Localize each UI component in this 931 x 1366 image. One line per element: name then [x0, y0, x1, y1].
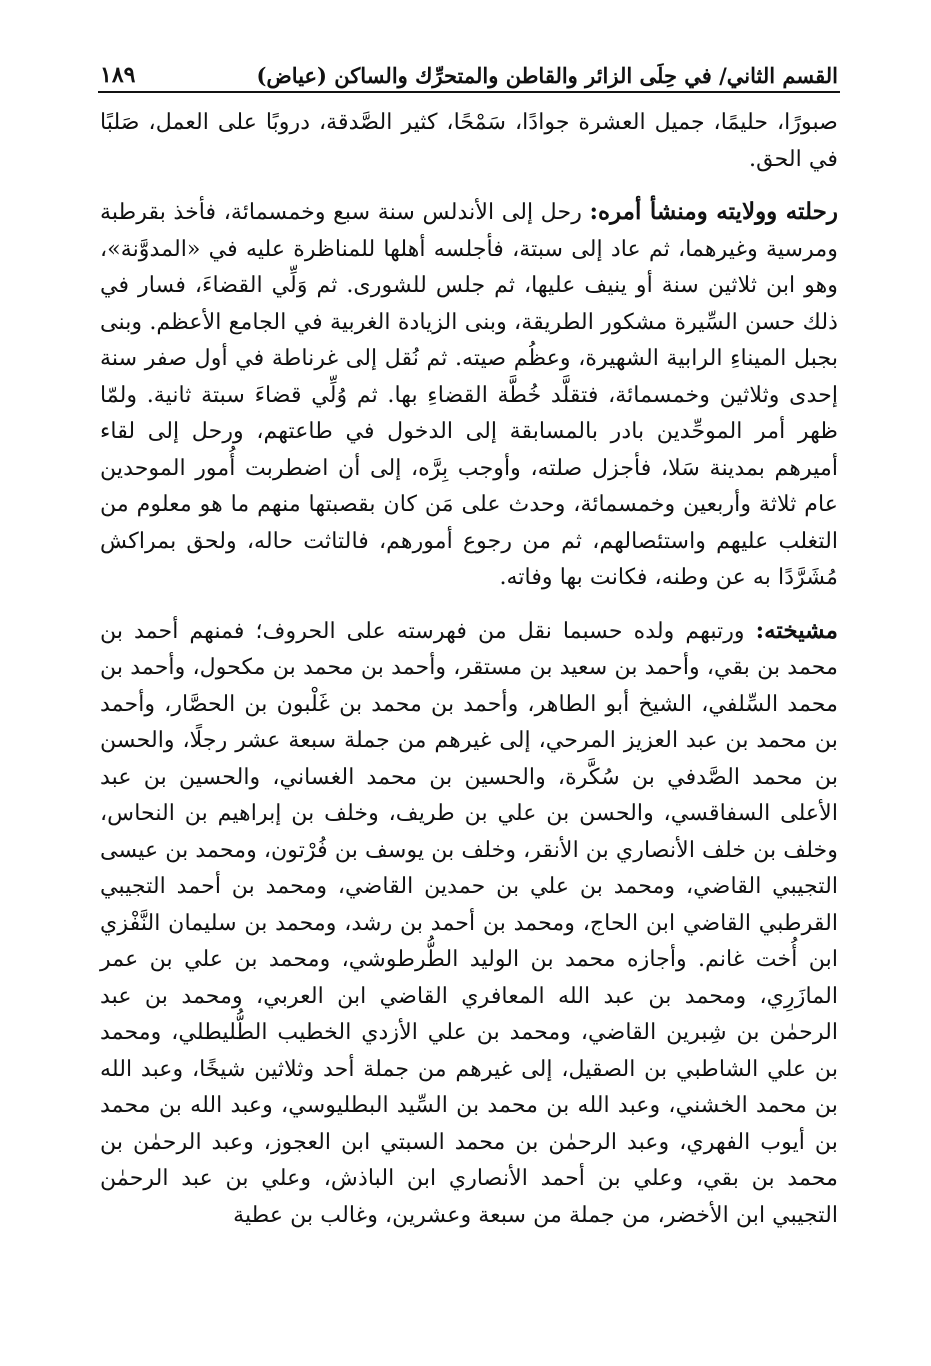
- paragraph-travels-text: رحل إلى الأندلس سنة سبع وخمسمائة، فأخذ بقرطبة ومرسية وغيرهما، ثم عاد إلى سبتة، فأجلسه أهلها للمناظرة عليه في «المدوَّنة»، وهو ابن ثلاثين سنة أو ينيف عليها، ثم جلس للشورى. ثم وَلِّي القضاءَ، فسار في ذلك حسن السِّيرة مشكور الطريقة، وبنى الزيادة الغربية في الجامع الأعظم. وبنى بجبل الميناءِ الرابية الشهيرة، وعظُم صيته. ثم نُقل إلى غرناطة في أول صفر سنة إحدى وثلاثين وخمسمائة، فتقلَّد خُطَّة القضاءِ بها. ثم وُلِّي قضاءَ سبتة ثانية. ولمّا ظهر أمر الموحِّدين بادر بالمسابقة إلى الدخول في طاعتهم، ورحل إلى لقاء أميرهم بمدينة سَلا، فأجزل صلته، وأوجب بِرَّه، إلى أن اضطربت أُمور الموحدين عام ثلاثة وأربعين وخمسمائة، وحدث على مَن كان بقصبتها منهم ما هو معلوم من التغلب عليهم واستئصالهم، ثم من رجوع أمورهم، فالتاثت حاله، ولحق بمراكش مُشَرَّدًا به عن وطنه، فكانت بها وفاته.: [100, 199, 838, 590]
- paragraph-character: صبورًا، حليمًا، جميل العشرة جوادًا، سَمْحًا، كثير الصَّدقة، دروبًا على العمل، صَلبًا في الحق.: [100, 109, 838, 172]
- paragraph-teachers-text: ورتبهم ولده حسبما نقل من فهرسته على الحروف؛ فمنهم أحمد بن محمد بن بقي، وأحمد بن سعيد بن مستقر، وأحمد بن محمد بن مكحول، وأحمد بن محمد السِّلفي، الشيخ أبو الطاهر، وأحمد بن محمد بن غَلْبون بن الحصَّار، وأحمد بن محمد بن عبد العزيز المرحي، إلى غيرهم من جملة سبعة عشر رجلًا، والحسن بن محمد الصَّدفي بن سُكَّرة، والحسين بن محمد الغساني، والحسين بن عبد الأعلى السفاقسي، والحسن بن علي بن طريف، وخلف بن إبراهيم بن النحاس، وخلف بن خلف الأنصاري بن الأنقر، وخلف بن يوسف بن فُرْتون، ومحمد بن عيسى التجيبي القاضي، ومحمد بن علي بن حمدين القاضي، ومحمد بن أحمد التجيبي القرطبي القاضي ابن الحاج، ومحمد بن أحمد بن رشد، ومحمد بن سليمان النَّفْزي ابن أُخت غانم. وأجازه محمد بن الوليد الطُّرطوشي، ومحمد بن علي بن عمر المازَرِي، ومحمد بن عبد الله المعافري القاضي ابن العربي، ومحمد بن عبد الرحمٰن بن شِبرين القاضي، ومحمد بن علي الأزدي الخطيب الطُّليطلي، ومحمد بن علي الشاطبي بن الصقيل، إلى غيرهم من جملة أحد وثلاثين شيخًا، وعبد الله بن محمد الخشني، وعبد الله بن محمد بن السِّيد البطليوسي، وعبد الله بن محمد بن أيوب الفهري، وعبد الرحمٰن بن محمد السبتي ابن العجوز، وعبد الرحمٰن بن محمد بن بقي، وعلي بن أحمد الأنصاري ابن الباذش، وعلي بن عبد الرحمٰن التجيبي ابن الأخضر، من جملة من سبعة وعشرين، وغالب بن عطية: [100, 617, 838, 1228]
- running-header: [100, 52, 838, 88]
- running-header-title: القسم الثاني/ في حِلَى الزائر والقاطن والمتحرِّك والساكن (عياض): [256, 63, 838, 88]
- section-heading-teachers: مشيخته:: [755, 616, 838, 644]
- page-number: ١٨٩: [100, 62, 136, 88]
- header-rule: [98, 91, 840, 93]
- body-text: [100, 104, 838, 1233]
- paragraph-travels: [100, 194, 838, 596]
- paragraph-teachers: [100, 613, 838, 1234]
- section-heading-travels: رحلته وولايته ومنشأ أمره:: [589, 198, 838, 225]
